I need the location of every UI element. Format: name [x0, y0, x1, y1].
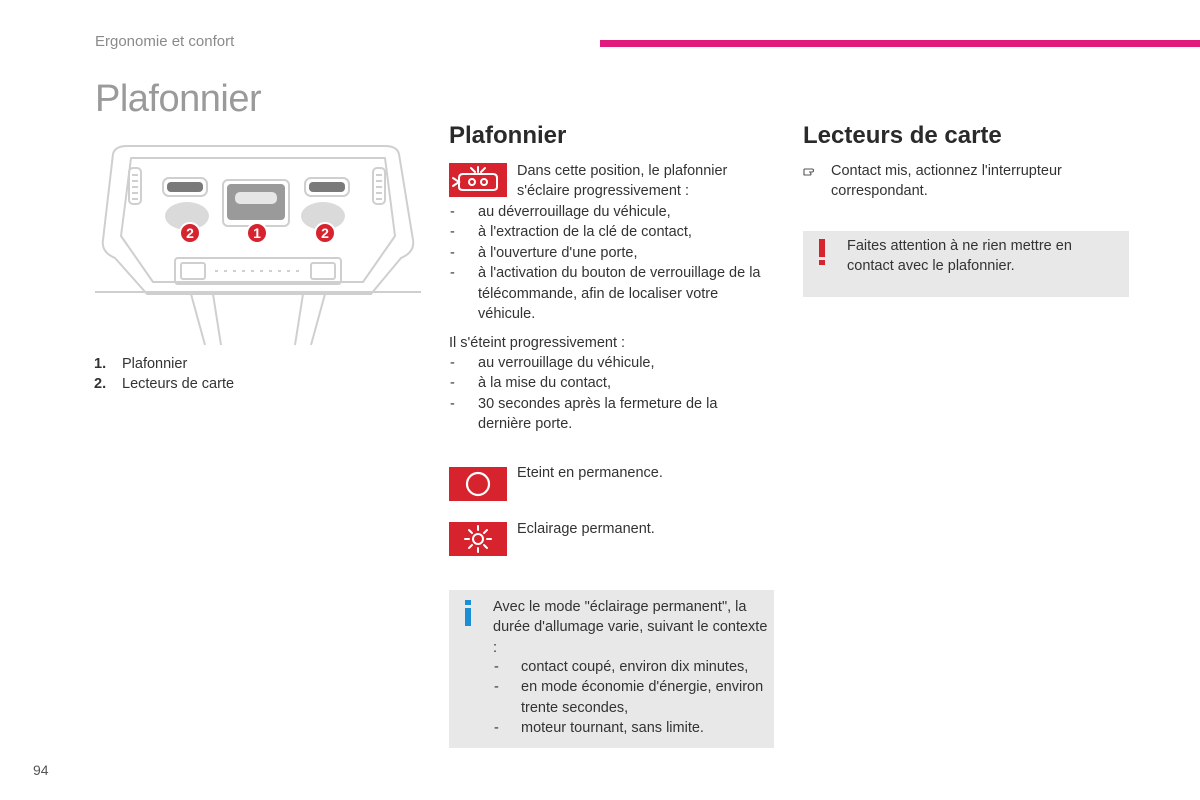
- callout-badge-2-right: [315, 223, 335, 243]
- circle-off-icon: [449, 467, 507, 501]
- list-item: - à l'activation du bouton de verrouillage de la télécommande, afin de localiser votre véhicule.: [449, 263, 769, 324]
- info-note-text: Avec le mode "éclairage permanent", la durée d'allumage varie, suivant le contexte :: [493, 599, 768, 656]
- on-mode-text: Eclairage permanent.: [517, 521, 655, 537]
- plafonnier-heading: Plafonnier: [449, 122, 567, 149]
- list-item: - à l'ouverture d'une porte,: [449, 243, 769, 263]
- exclamation-icon: [817, 239, 827, 265]
- svg-text:2: 2: [186, 225, 194, 241]
- warning-note-box: [803, 231, 1129, 297]
- callout-badge-2-left: [180, 223, 200, 243]
- legend-item: 2. Lecteurs de carte: [94, 376, 235, 393]
- figure-legend: [94, 354, 394, 395]
- list-item: - moteur tournant, sans limite.: [493, 718, 768, 738]
- list-item: - à l'extraction de la clé de contact,: [449, 222, 769, 242]
- off-mode-text: Eteint en permanence.: [517, 465, 663, 481]
- door-courtesy-light-icon: [449, 163, 507, 197]
- warning-note-text: Faites attention à ne rien mettre en contact avec le plafonnier.: [847, 238, 1072, 275]
- lecteurs-instruction: Contact mis, actionnez l'interrupteur correspondant.: [831, 163, 1062, 200]
- list-item: - 30 secondes après la fermeture de la dernière porte.: [449, 394, 769, 435]
- info-icon: [462, 600, 474, 626]
- light-off-intro: Il s'éteint progressivement :: [449, 335, 626, 351]
- section-label: Ergonomie et confort: [95, 33, 235, 50]
- svg-text:1: 1: [253, 225, 261, 241]
- sun-light-icon: [449, 522, 507, 556]
- light-on-conditions-list: [449, 202, 769, 324]
- page-number: 94: [33, 762, 49, 778]
- section-accent-bar: [600, 40, 1200, 47]
- callout-badge-1: [247, 223, 267, 243]
- svg-text:2: 2: [321, 225, 329, 241]
- pointing-hand-icon: [803, 164, 817, 176]
- light-off-conditions-list: [449, 353, 769, 435]
- door-mode-text: Dans cette position, le plafonnier s'éclaire progressivement :: [517, 163, 728, 200]
- list-item: - au verrouillage du véhicule,: [449, 353, 769, 373]
- info-note-box: [449, 590, 774, 748]
- info-note-list: [493, 657, 768, 739]
- list-item: - contact coupé, environ dix minutes,: [493, 657, 768, 677]
- list-item: - à la mise du contact,: [449, 373, 769, 393]
- ceiling-light-illustration: [95, 140, 421, 345]
- lecteurs-heading: Lecteurs de carte: [803, 122, 1002, 149]
- page-title: Plafonnier: [95, 78, 262, 120]
- list-item: - au déverrouillage du véhicule,: [449, 202, 769, 222]
- list-item: - en mode économie d'énergie, environ trente secondes,: [493, 677, 768, 718]
- legend-item: 1. Plafonnier: [94, 356, 188, 372]
